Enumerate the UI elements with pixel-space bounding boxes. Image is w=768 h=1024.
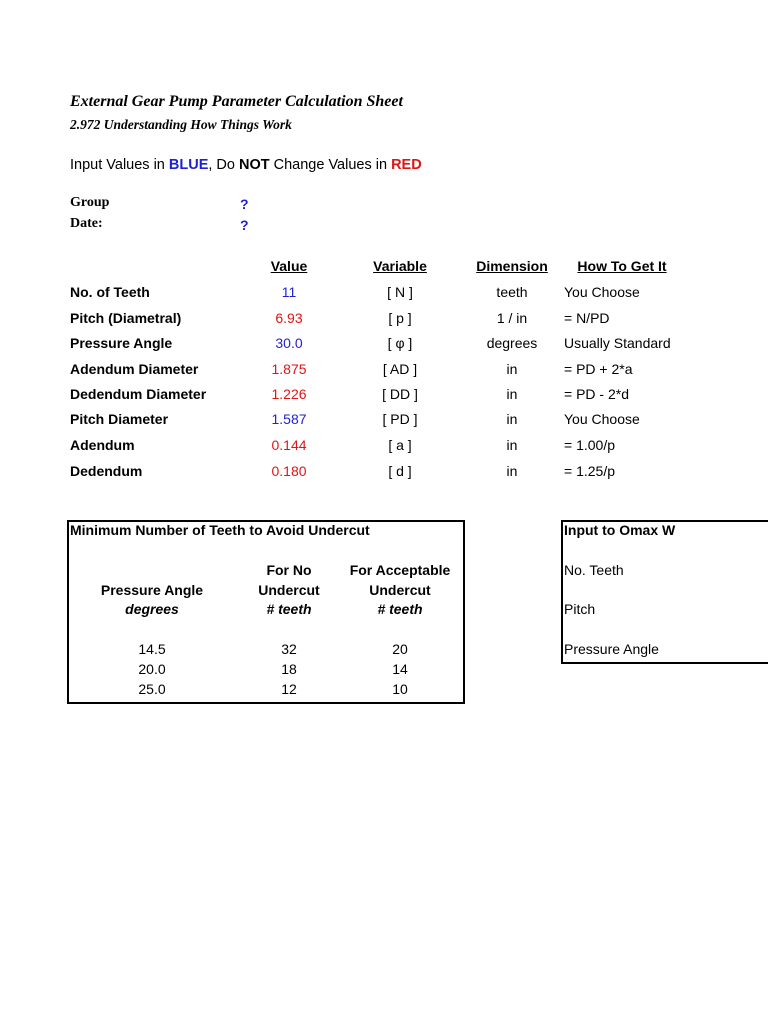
value-cell-pitch-diameter[interactable]: 1.587	[271, 411, 307, 427]
variable-cell-dedendum: [ d ]	[388, 463, 412, 479]
header-value: Value	[270, 258, 308, 274]
group-label: Group	[70, 195, 110, 210]
row-label-pitch-diameter: Pitch Diameter	[70, 411, 169, 427]
omax-item-no-teeth: No. Teeth	[564, 562, 624, 578]
row-label-no-of-teeth: No. of Teeth	[70, 284, 150, 300]
row-label-pressure-angle: Pressure Angle	[70, 335, 173, 351]
undercut-acceptable-cell: 20	[392, 641, 408, 657]
undercut-col-no-undercut-header-1: For No	[266, 562, 312, 578]
undercut-acceptable-cell: 14	[392, 661, 408, 677]
instructions-not-word: NOT	[239, 157, 270, 173]
undercut-no-undercut-cell: 18	[281, 661, 297, 677]
variable-cell-no-of-teeth: [ N ]	[387, 284, 413, 300]
dimension-cell-dedendum: in	[506, 463, 518, 479]
how-to-cell-pitch-diametral: = N/PD	[564, 310, 610, 326]
variable-cell-adendum-diameter: [ AD ]	[382, 361, 418, 377]
dimension-cell-adendum: in	[506, 437, 518, 453]
undercut-table-title: Minimum Number of Teeth to Avoid Undercut	[70, 522, 370, 538]
sheet-title: External Gear Pump Parameter Calculation Sheet	[70, 93, 403, 110]
row-label-adendum-diameter: Adendum Diameter	[70, 361, 199, 377]
how-to-cell-dedendum-diameter: = PD - 2*d	[564, 386, 629, 402]
undercut-angle-cell: 25.0	[138, 681, 166, 697]
undercut-no-undercut-cell: 32	[281, 641, 297, 657]
how-to-cell-pressure-angle: Usually Standard	[564, 335, 671, 351]
instructions-text-3: Change Values in	[269, 157, 392, 173]
how-to-cell-no-of-teeth: You Choose	[564, 284, 640, 300]
header-dimension: Dimension	[476, 258, 548, 274]
dimension-cell-pitch-diameter: in	[506, 411, 518, 427]
variable-cell-pressure-angle: [ φ ]	[387, 335, 413, 351]
date-label: Date:	[70, 216, 103, 231]
undercut-angle-cell: 20.0	[138, 661, 166, 677]
row-label-adendum: Adendum	[70, 437, 135, 453]
undercut-col-no-undercut-header-2: Undercut	[258, 582, 320, 598]
undercut-col-acceptable-unit: # teeth	[377, 601, 423, 617]
value-cell-no-of-teeth[interactable]: 11	[281, 284, 297, 300]
instructions-text-2: , Do	[208, 157, 239, 173]
how-to-cell-adendum: = 1.00/p	[564, 437, 615, 453]
value-cell-dedendum: 0.180	[271, 463, 307, 479]
instructions-text-1: Input Values in	[70, 157, 169, 173]
undercut-col-acceptable-header-2: Undercut	[369, 582, 431, 598]
undercut-no-undercut-cell: 12	[281, 681, 297, 697]
undercut-col-acceptable-header-1: For Acceptable	[349, 562, 451, 578]
date-value-cell[interactable]: ?	[240, 217, 249, 233]
how-to-cell-dedendum: = 1.25/p	[564, 463, 615, 479]
how-to-cell-adendum-diameter: = PD + 2*a	[564, 361, 633, 377]
instructions-blue-word: BLUE	[168, 157, 209, 173]
undercut-col-pressure-angle-header: Pressure Angle	[100, 582, 204, 598]
dimension-cell-pitch-diametral: 1 / in	[496, 310, 528, 326]
group-value-cell[interactable]: ?	[240, 196, 249, 212]
variable-cell-pitch-diametral: [ p ]	[388, 310, 412, 326]
value-cell-pressure-angle[interactable]: 30.0	[275, 335, 303, 351]
value-cell-adendum: 0.144	[271, 437, 307, 453]
undercut-col-no-undercut-unit: # teeth	[266, 601, 312, 617]
undercut-angle-cell: 14.5	[138, 641, 166, 657]
dimension-cell-adendum-diameter: in	[506, 361, 518, 377]
variable-cell-pitch-diameter: [ PD ]	[382, 411, 418, 427]
dimension-cell-no-of-teeth: teeth	[496, 284, 528, 300]
omax-item-pressure-angle: Pressure Angle	[564, 641, 659, 657]
instructions-line	[70, 157, 422, 173]
row-label-pitch-diametral: Pitch (Diametral)	[70, 310, 182, 326]
dimension-cell-dedendum-diameter: in	[506, 386, 518, 402]
undercut-acceptable-cell: 10	[392, 681, 408, 697]
dimension-cell-pressure-angle: degrees	[486, 335, 538, 351]
sheet-subtitle: 2.972 Understanding How Things Work	[70, 117, 292, 132]
how-to-cell-pitch-diameter: You Choose	[564, 411, 640, 427]
header-variable: Variable	[373, 258, 427, 274]
variable-cell-dedendum-diameter: [ DD ]	[382, 386, 418, 402]
value-cell-dedendum-diameter: 1.226	[271, 386, 307, 402]
value-cell-adendum-diameter: 1.875	[271, 361, 307, 377]
row-label-dedendum-diameter: Dedendum Diameter	[70, 386, 207, 402]
value-cell-pitch-diametral: 6.93	[275, 310, 303, 326]
variable-cell-adendum: [ a ]	[388, 437, 412, 453]
row-label-dedendum: Dedendum	[70, 463, 143, 479]
undercut-col-pressure-angle-unit: degrees	[125, 601, 179, 617]
instructions-red-word: RED	[391, 157, 422, 173]
omax-item-pitch: Pitch	[564, 601, 596, 617]
omax-panel-title: Input to Omax W	[564, 522, 676, 538]
header-how-to-get-it: How To Get It	[577, 258, 667, 274]
